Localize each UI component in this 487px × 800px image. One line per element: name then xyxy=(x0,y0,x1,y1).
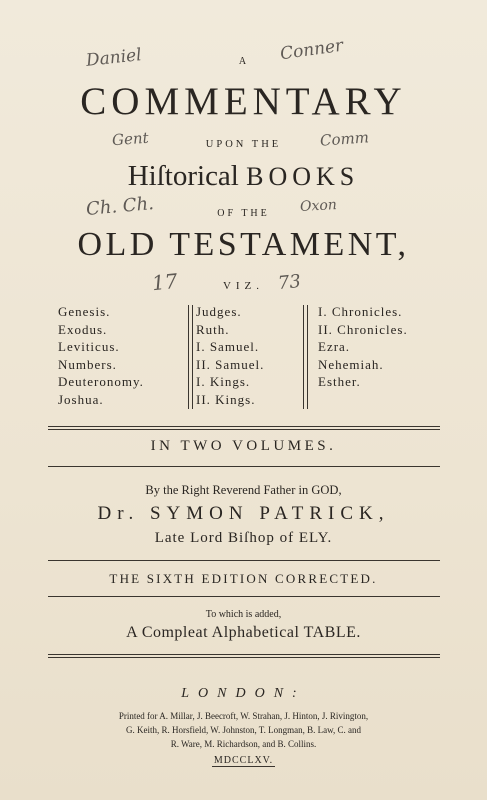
book-item: Nehemiah. xyxy=(318,356,384,372)
book-item: Judges. xyxy=(196,304,242,319)
addition-intro: To which is added, xyxy=(205,609,282,620)
handwritten-last-name: Conner xyxy=(278,35,345,65)
book-item: I. Kings. xyxy=(196,374,251,389)
column-divider xyxy=(188,305,193,409)
book-item: Esther. xyxy=(318,374,361,389)
imprint-city: LONDON: xyxy=(181,686,306,701)
edition-line: THE SIXTH EDITION CORRECTED. xyxy=(109,571,378,586)
books-list xyxy=(58,303,448,413)
imprint-date xyxy=(0,755,487,766)
book-item: II. Kings. xyxy=(196,391,256,407)
author-by-line: By the Right Reverend Father in GOD, xyxy=(145,483,342,497)
handwritten-year-right: 73 xyxy=(276,270,302,295)
title-books: BOOKS xyxy=(246,162,360,191)
divider-rule xyxy=(48,560,440,561)
handwritten-comm: Comm xyxy=(319,128,370,150)
handwritten-first-name: Daniel xyxy=(85,45,143,71)
handwritten-year-left: 17 xyxy=(150,268,179,296)
addition-table: A Compleat Alphabetical TABLE. xyxy=(126,624,361,641)
divider-rule xyxy=(48,426,440,430)
book-item: Joshua. xyxy=(58,391,104,407)
book-item: I. Chronicles. xyxy=(318,304,403,319)
title-viz: VIZ. xyxy=(222,280,265,292)
imprint-date-text: MDCCLXV. xyxy=(213,755,274,766)
divider-rule xyxy=(48,466,440,467)
book-item: Genesis. xyxy=(58,304,111,319)
title-of-the: OF THE xyxy=(217,208,270,219)
book-item: II. Chronicles. xyxy=(318,321,408,337)
books-column-1 xyxy=(58,303,144,408)
divider-rule xyxy=(48,596,440,597)
books-column-3 xyxy=(318,303,408,391)
title-commentary: COMMENTARY xyxy=(80,80,407,123)
imprint-printers xyxy=(0,709,487,751)
handwritten-college: Ch. Ch. xyxy=(85,193,155,220)
book-item: Exodus. xyxy=(58,321,108,337)
book-item: I. Samuel. xyxy=(196,339,260,354)
title-article: A xyxy=(238,56,249,67)
title-old-testament: OLD TESTAMENT, xyxy=(77,226,410,263)
book-item: Leviticus. xyxy=(58,339,120,354)
book-item: II. Samuel. xyxy=(196,356,265,372)
title-historical-books xyxy=(0,158,487,195)
handwritten-oxon: Oxon xyxy=(299,197,338,215)
imprint-line: Printed for A. Millar, J. Beecroft, W. Strahan, J. Hinton, J. Rivington, xyxy=(118,711,369,721)
imprint-line: G. Keith, R. Horsfield, W. Johnston, T. Longman, B. Law, C. and xyxy=(125,725,362,735)
column-divider xyxy=(303,305,308,409)
book-item: Numbers. xyxy=(58,356,117,372)
book-item: Ezra. xyxy=(318,339,351,354)
book-item: Ruth. xyxy=(196,321,230,337)
imprint-line: R. Ware, M. Richardson, and B. Collins. xyxy=(170,739,317,749)
divider-rule xyxy=(48,654,440,658)
handwritten-gent: Gent xyxy=(111,128,150,150)
author-name: Dr. SYMON PATRICK, xyxy=(97,503,390,524)
title-historical: Hiſtorical xyxy=(127,160,239,192)
volumes-line: IN TWO VOLUMES. xyxy=(150,438,337,454)
title-upon-the: UPON THE xyxy=(205,139,282,150)
books-column-2 xyxy=(196,303,264,408)
author-office: Late Lord Biſhop of ELY. xyxy=(154,530,333,546)
book-item: Deuteronomy. xyxy=(58,374,144,389)
